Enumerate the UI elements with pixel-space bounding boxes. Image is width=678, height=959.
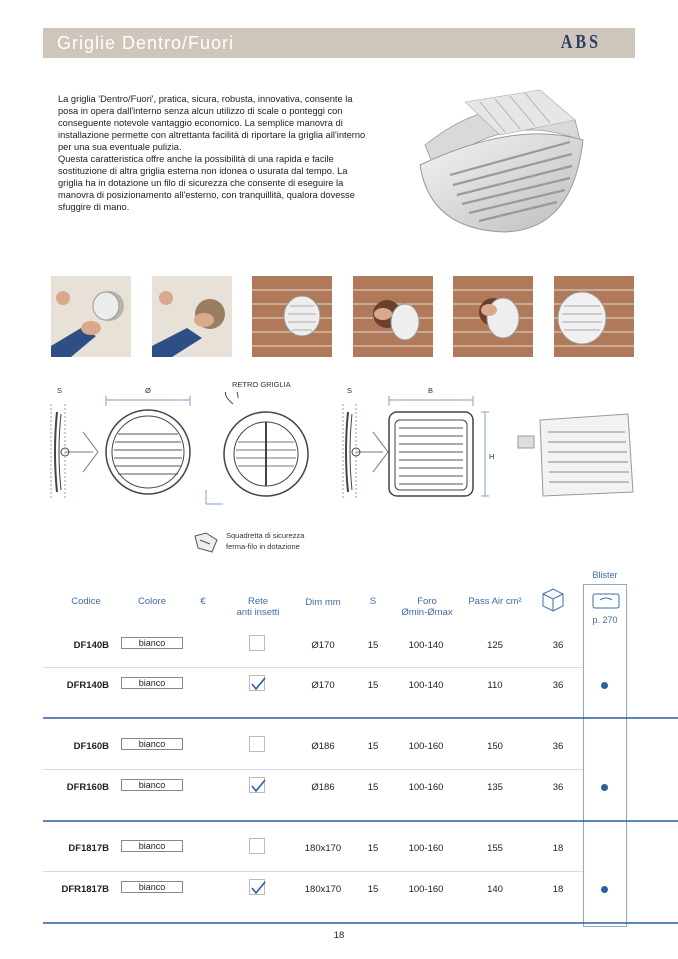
- blister-page-ref: p. 270: [592, 615, 618, 625]
- table-row: [43, 770, 678, 810]
- install-photo-4: [353, 276, 433, 357]
- intro-paragraph-1: La griglia 'Dentro/Fuori', pratica, sicura, robusta, innovativa, consente la posa in opera dall'interno senza alcun utilizzo di scale o ponteggi con conseguente notevole vantaggio economico. La semplice manovra di installazione permette con altrettanta facilità di riportare la griglia all'interno per una sua eventuale pulizia.: [58, 94, 366, 152]
- product-code: DF1817B: [68, 843, 109, 854]
- table-separator: [43, 820, 678, 822]
- product-s: 15: [367, 843, 379, 854]
- blister-icon: [592, 593, 620, 609]
- product-pack-qty: 36: [552, 741, 564, 752]
- product-code: DF160B: [73, 741, 109, 752]
- product-color: bianco: [121, 637, 183, 649]
- product-pass-air: 135: [487, 782, 503, 793]
- insect-net-checkbox: [249, 879, 265, 895]
- install-photo-3: [252, 276, 332, 357]
- brand-logo: ABS: [560, 31, 601, 53]
- header-dim: Dim mm: [305, 597, 341, 608]
- product-pack-qty: 36: [552, 680, 564, 691]
- product-s: 15: [367, 680, 379, 691]
- safety-line-1: Squadretta di sicurezza: [226, 531, 305, 540]
- product-pack-qty: 18: [552, 884, 564, 895]
- product-foro: 100-160: [408, 884, 444, 895]
- product-foro: 100-140: [408, 680, 444, 691]
- header-bar: [43, 28, 635, 58]
- header-pass-air: Pass Air cm²: [468, 596, 522, 607]
- product-s: 15: [367, 884, 379, 895]
- product-s: 15: [367, 741, 379, 752]
- product-s: 15: [367, 782, 379, 793]
- product-s: 15: [367, 640, 379, 651]
- page-number: 18: [333, 930, 345, 941]
- product-pass-air: 125: [487, 640, 503, 651]
- header-blister: Blister: [592, 570, 618, 580]
- table-separator: [43, 922, 678, 924]
- product-color: bianco: [121, 779, 183, 791]
- product-code: DFR160B: [66, 782, 109, 793]
- blister-dot: [601, 682, 608, 689]
- table-row: [43, 729, 678, 769]
- intro-text: [58, 93, 370, 213]
- table-separator: [43, 769, 583, 770]
- diameter-label: Ø: [145, 386, 151, 395]
- product-pack-qty: 36: [552, 640, 564, 651]
- product-color: bianco: [121, 677, 183, 689]
- product-dimension: Ø186: [311, 741, 335, 752]
- product-dimension: Ø186: [311, 782, 335, 793]
- product-foro: 100-160: [408, 843, 444, 854]
- install-photo-6: [554, 276, 634, 357]
- product-color: bianco: [121, 840, 183, 852]
- blister-dot: [601, 784, 608, 791]
- install-photo-1: [51, 276, 131, 357]
- h-label: H: [489, 452, 495, 461]
- table-row: [43, 831, 678, 871]
- safety-line-2: ferma-filo in dotazione: [226, 542, 300, 551]
- header-colore: Colore: [138, 596, 166, 607]
- product-pass-air: 110: [487, 680, 503, 691]
- table-separator: [43, 717, 678, 719]
- product-code: DF140B: [73, 640, 109, 651]
- install-photo-2: [152, 276, 232, 357]
- blister-dot: [601, 886, 608, 893]
- safety-bracket-note: [192, 530, 352, 559]
- header-codice: Codice: [71, 596, 101, 607]
- product-foro: 100-160: [408, 782, 444, 793]
- table-separator: [43, 871, 583, 872]
- table-separator: [43, 667, 583, 668]
- insect-net-checkbox: [249, 736, 265, 752]
- table-row: [43, 628, 678, 668]
- insect-net-checkbox: [249, 838, 265, 854]
- insect-net-checkbox: [249, 777, 265, 793]
- safety-bracket-icon: [192, 530, 220, 554]
- product-dimension: Ø170: [311, 640, 335, 651]
- safety-bracket-text: [226, 530, 346, 552]
- insect-net-checkbox: [249, 635, 265, 651]
- table-row: [43, 668, 678, 708]
- product-pass-air: 155: [487, 843, 503, 854]
- page-title: Griglie Dentro/Fuori: [57, 33, 235, 53]
- product-color: bianco: [121, 738, 183, 750]
- header-rete-line1: Rete: [247, 596, 269, 607]
- retro-griglia-label: RETRO GRIGLIA: [232, 380, 291, 389]
- table-row: [43, 872, 678, 912]
- header-rete-line2: anti insetti: [236, 607, 280, 618]
- s-label-2: S: [347, 386, 353, 395]
- b-label: B: [428, 386, 434, 395]
- header-foro: [396, 596, 458, 618]
- product-pack-qty: 36: [552, 782, 564, 793]
- header-euro: €: [200, 596, 206, 607]
- product-code: DFR1817B: [61, 884, 109, 895]
- hero-product-image: [405, 80, 595, 240]
- product-pass-air: 140: [487, 884, 503, 895]
- s-label-1: S: [57, 386, 63, 395]
- header-foro-line2: Ømin-Ømax: [401, 607, 453, 618]
- product-pack-qty: 18: [552, 843, 564, 854]
- product-color: bianco: [121, 881, 183, 893]
- product-foro: 100-140: [408, 640, 444, 651]
- product-dimension: 180x170: [304, 884, 342, 895]
- product-pass-air: 150: [487, 741, 503, 752]
- box-icon: [539, 586, 567, 612]
- install-photo-5: [453, 276, 533, 357]
- product-dimension: Ø170: [311, 680, 335, 691]
- product-code: DFR140B: [66, 680, 109, 691]
- header-s: S: [369, 596, 377, 607]
- product-foro: 100-160: [408, 741, 444, 752]
- technical-drawings: [43, 392, 643, 512]
- header-rete: [226, 596, 290, 618]
- product-dimension: 180x170: [304, 843, 342, 854]
- intro-paragraph-2: Questa caratteristica offre anche la possibilità di una rapida e facile sostituzione di altra griglia esterna non idonea o usurata dal tempo. La griglia ha in dotazione un filo di sicurezza che consente di eseguire la manovra di posizionamento all'esterno, con tranquillità, qualora dovesse sfuggire di mano.: [58, 154, 355, 212]
- header-foro-line1: Foro: [417, 596, 437, 607]
- insect-net-checkbox: [249, 675, 265, 691]
